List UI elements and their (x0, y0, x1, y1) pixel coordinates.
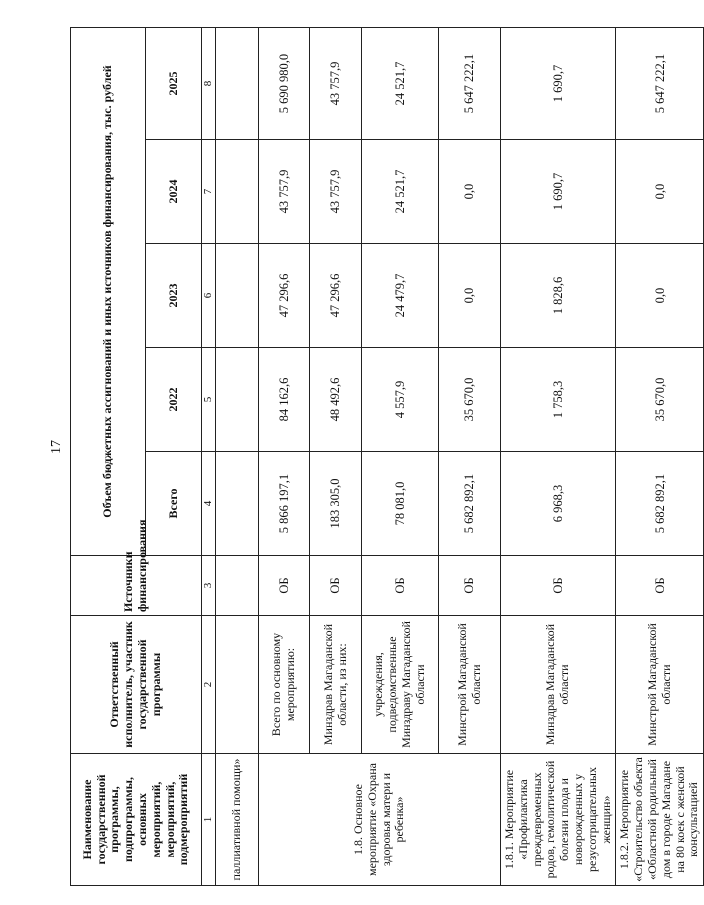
row-value (216, 244, 259, 348)
header-year: 2022 (146, 348, 202, 452)
row-value: 47 296,6 (259, 244, 310, 348)
row-name: паллиативной помощи» (216, 754, 259, 886)
row-name: 1.8.1. Мероприятие «Профилактика преждевременных родов, гемолитической болезни плода и новорожденных у резусотрицательных женщин» (501, 754, 616, 886)
row-source: ОБ (259, 556, 310, 616)
row-value (216, 27, 259, 139)
header-year: 2023 (146, 244, 202, 348)
row-value: 35 670,0 (616, 348, 704, 452)
row-value: 24 479,7 (362, 244, 439, 348)
row-value: 43 757,9 (310, 140, 362, 244)
row-value: 5 866 197,1 (259, 452, 310, 556)
row-value (216, 452, 259, 556)
row-source: ОБ (616, 556, 704, 616)
row-executor: Всего по основному мероприятию: (259, 616, 310, 754)
row-value: 6 968,3 (501, 452, 616, 556)
row-executor: Минстрой Магаданской области (616, 616, 704, 754)
row-value: 24 521,7 (362, 27, 439, 139)
header-year: 2025 (146, 27, 202, 139)
row-source: ОБ (439, 556, 501, 616)
row-source: ОБ (362, 556, 439, 616)
row-value: 5 647 222,1 (616, 27, 704, 139)
row-value: 24 521,7 (362, 140, 439, 244)
row-value: 5 647 222,1 (439, 27, 501, 139)
rotated-table-container (70, 28, 701, 886)
column-number: 3 (202, 556, 216, 616)
header-year: 2024 (146, 140, 202, 244)
row-value: 5 690 980,0 (259, 27, 310, 139)
row-executor (216, 616, 259, 754)
row-executor: Минздрав Магаданской области (501, 616, 616, 754)
row-value: 0,0 (439, 140, 501, 244)
table-row (259, 27, 310, 885)
row-value: 43 757,9 (259, 140, 310, 244)
budget-table (70, 27, 704, 886)
row-value: 1 690,7 (501, 27, 616, 139)
row-source (216, 556, 259, 616)
column-number: 6 (202, 244, 216, 348)
table-row (616, 27, 704, 885)
row-value: 4 557,9 (362, 348, 439, 452)
row-value (216, 348, 259, 452)
row-value: 5 682 892,1 (616, 452, 704, 556)
row-value: 0,0 (439, 244, 501, 348)
column-number: 8 (202, 27, 216, 139)
row-value: 1 690,7 (501, 140, 616, 244)
row-value: 43 757,9 (310, 27, 362, 139)
row-value: 0,0 (616, 140, 704, 244)
column-number: 7 (202, 140, 216, 244)
row-value: 183 305,0 (310, 452, 362, 556)
row-value: 1 828,6 (501, 244, 616, 348)
row-value: 0,0 (616, 244, 704, 348)
table-row (501, 27, 616, 885)
row-name: 1.8. Основное мероприятие «Охрана здоровья матери и ребенка» (259, 754, 501, 886)
row-source: ОБ (501, 556, 616, 616)
row-name: 1.8.2. Мероприятие «Строительство объекта «Областной родильный дом в городе Магадане на 80 коек с женской консультацией (616, 754, 704, 886)
row-value: 48 492,6 (310, 348, 362, 452)
column-number: 2 (202, 616, 216, 754)
row-value: 78 081,0 (362, 452, 439, 556)
header-year: Всего (146, 452, 202, 556)
row-executor: Минстрой Магаданской области (439, 616, 501, 754)
row-value: 5 682 892,1 (439, 452, 501, 556)
header-executor: Ответственный исполнитель, участник государственной программы (71, 616, 202, 754)
row-source: ОБ (310, 556, 362, 616)
row-value (216, 140, 259, 244)
table-row (216, 27, 259, 885)
header-volume: Объем бюджетных ассигнований и иных источников финансирования, тыс. рублей (71, 27, 146, 555)
row-executor: учреждения, подведомственные Минздраву Магаданской области (362, 616, 439, 754)
row-value: 47 296,6 (310, 244, 362, 348)
row-value: 84 162,6 (259, 348, 310, 452)
header-source: Источники финансирования (71, 556, 202, 616)
row-value: 1 758,3 (501, 348, 616, 452)
header-name: Наименование государственной программы, подпрограммы, основных мероприятий, мероприятий, подмероприятий (71, 754, 202, 886)
column-number: 4 (202, 452, 216, 556)
column-number: 1 (202, 754, 216, 886)
row-value: 35 670,0 (439, 348, 501, 452)
page-number: 17 (49, 440, 64, 454)
row-executor: Минздрав Магаданской области, из них: (310, 616, 362, 754)
column-number: 5 (202, 348, 216, 452)
